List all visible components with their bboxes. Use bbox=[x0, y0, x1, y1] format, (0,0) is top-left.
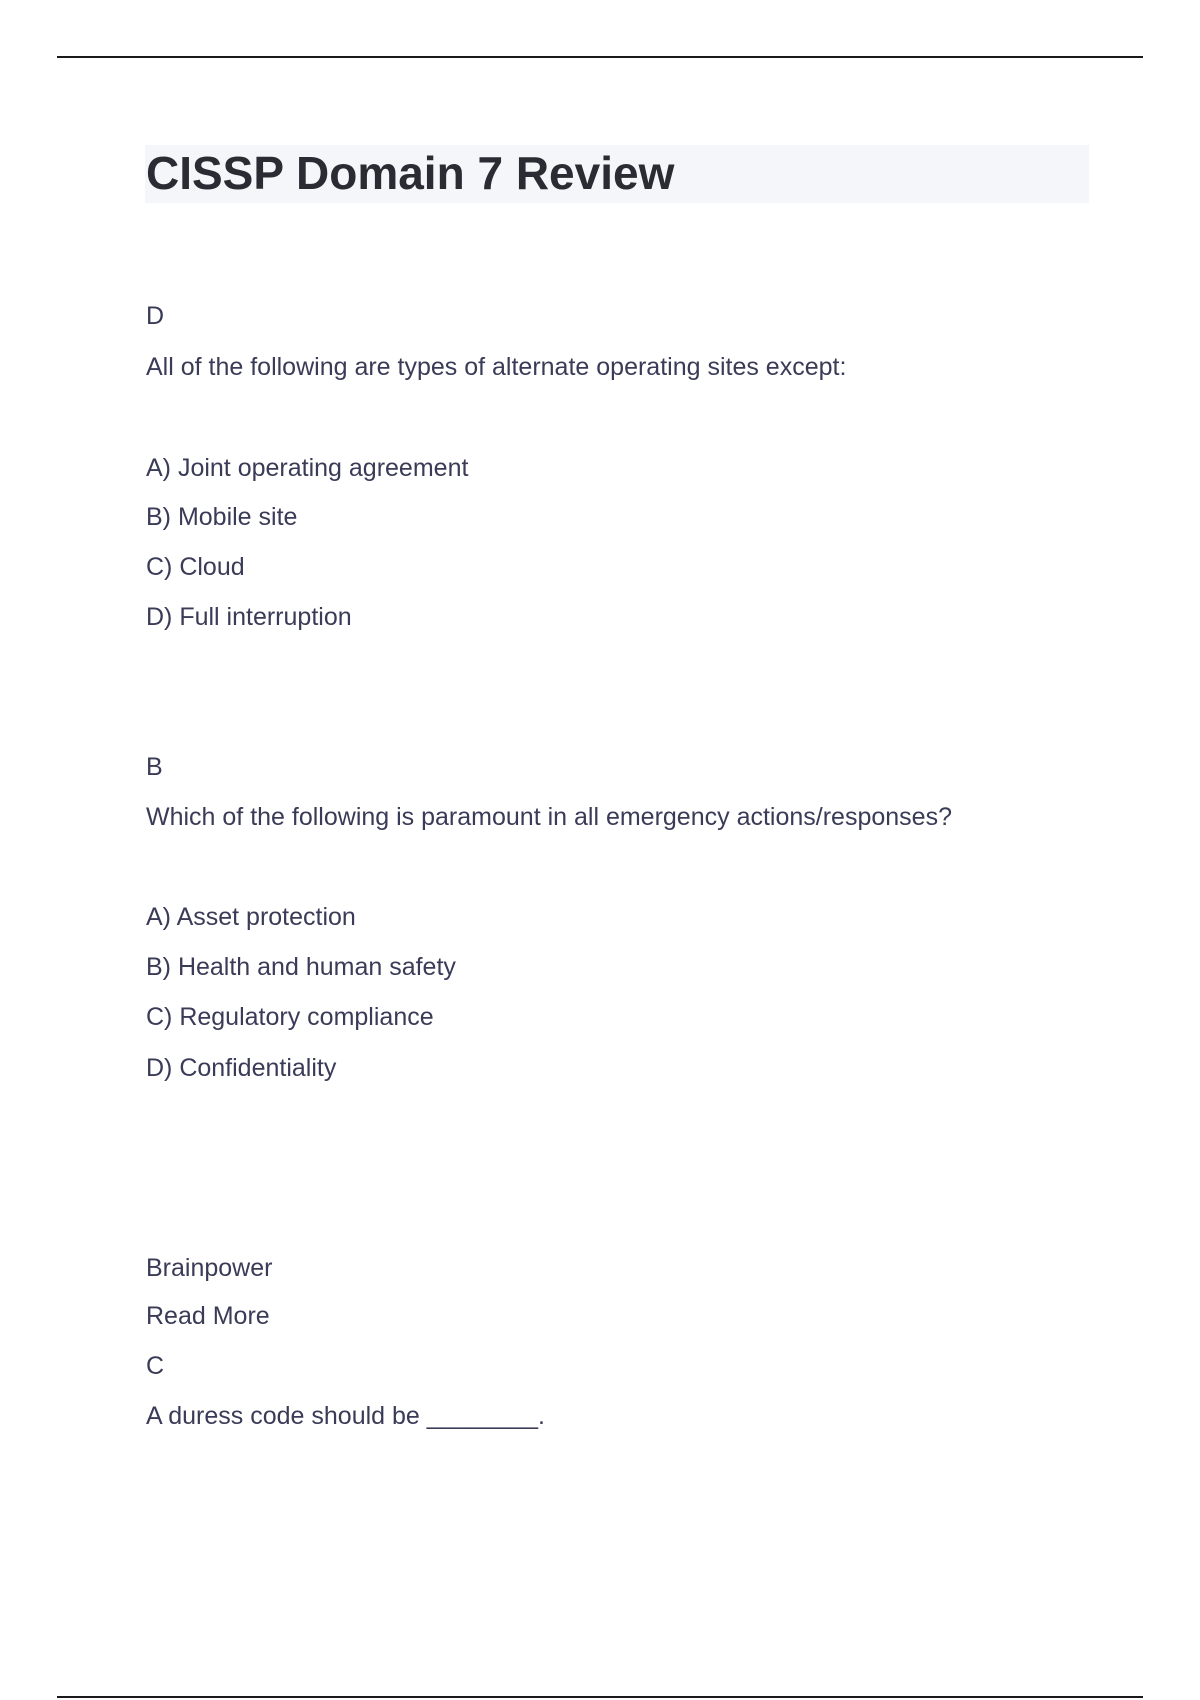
bottom-rule bbox=[57, 1696, 1143, 1698]
brand-label: Brainpower bbox=[146, 1254, 273, 1282]
question-1-answer: D bbox=[146, 302, 165, 330]
question-1-option-a: A) Joint operating agreement bbox=[146, 454, 469, 482]
question-2-option-d: D) Confidentiality bbox=[146, 1054, 337, 1082]
top-rule bbox=[57, 56, 1143, 58]
question-2-prompt: Which of the following is paramount in all emergency actions/responses? bbox=[146, 803, 952, 831]
question-1-option-c: C) Cloud bbox=[146, 553, 245, 581]
question-1-option-d: D) Full interruption bbox=[146, 603, 352, 631]
question-2-option-a: A) Asset protection bbox=[146, 903, 356, 931]
question-3-prompt: A duress code should be ________. bbox=[146, 1402, 545, 1430]
read-more-link[interactable] bbox=[146, 1301, 270, 1331]
question-1-prompt: All of the following are types of alternate operating sites except: bbox=[146, 353, 847, 381]
question-2-answer: B bbox=[146, 753, 163, 781]
question-1-option-b: B) Mobile site bbox=[146, 503, 298, 531]
question-3-answer: C bbox=[146, 1352, 165, 1380]
question-2-option-b: B) Health and human safety bbox=[146, 953, 456, 981]
question-2-option-c: C) Regulatory compliance bbox=[146, 1003, 434, 1031]
page-title: CISSP Domain 7 Review bbox=[146, 147, 675, 199]
read-more-link-text[interactable]: Read More bbox=[146, 1302, 270, 1330]
